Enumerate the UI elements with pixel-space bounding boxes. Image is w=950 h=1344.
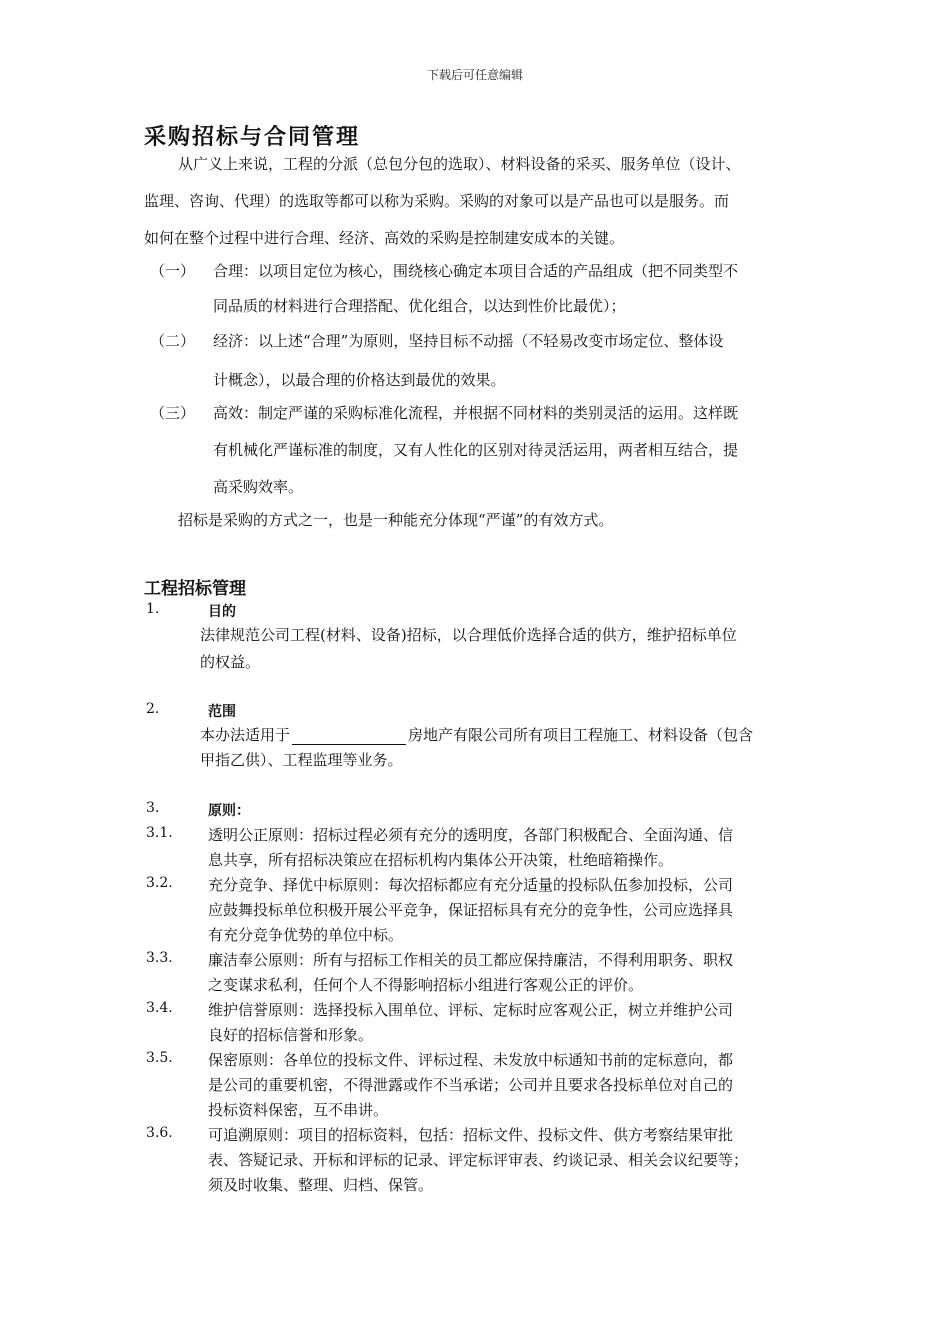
s2-line-1-start: 本办法适用于 xyxy=(200,726,291,744)
principle-2-line-2: 计概念），以最合理的价格达到最优的效果。 xyxy=(213,371,506,389)
s2-line-2: 甲指乙供）、工程监理等业务。 xyxy=(200,751,403,769)
s1-line-1: 法律规范公司工程(材料、设备)招标，以合理低价选择合适的供方，维护招标单位 xyxy=(200,626,737,644)
item-3-1-number: 3.1. xyxy=(146,825,173,841)
company-name-blank xyxy=(292,728,406,745)
intro-line-1: 从广义上来说，工程的分派（总包分包的选取）、材料设备的采买、服务单位（设计、 xyxy=(178,155,741,173)
principle-3-line-1: 高效：制定严谨的采购标准化流程，并根据不同材料的类别灵活的运用。这样既 xyxy=(213,404,739,422)
s3-heading: 原则： xyxy=(208,803,250,819)
s1-heading: 目的 xyxy=(208,604,236,620)
item-3-6-line-2: 表、答疑记录、开标和评标的记录、评定标评审表、约谈记录、相关会议纪要等； xyxy=(208,1151,749,1169)
intro-line-2: 监理、咨询、代理）的选取等都可以称为采购。采购的对象可以是产品也可以是服务。而 xyxy=(144,192,730,210)
s1-number: 1. xyxy=(146,601,160,617)
s2-number: 2. xyxy=(146,701,160,717)
item-3-3-number: 3.3. xyxy=(146,950,173,966)
s1-line-2: 的权益。 xyxy=(200,653,261,671)
item-3-6-number: 3.6. xyxy=(146,1125,173,1141)
s2-heading: 范围 xyxy=(208,704,236,720)
s2-line-1-end: 房地产有限公司所有项目工程施工、材料设备（包含 xyxy=(408,726,754,744)
tender-note: 招标是采购的方式之一，也是一种能充分体现“严谨”的有效方式。 xyxy=(178,511,614,529)
section-title: 工程招标管理 xyxy=(144,579,246,599)
item-3-2-line-3: 有充分竞争优势的单位中标。 xyxy=(208,926,404,944)
principle-3-line-3: 高采购效率。 xyxy=(213,478,304,496)
item-3-4-number: 3.4. xyxy=(146,1000,173,1016)
principle-3-line-2: 有机械化严谨标准的制度，又有人性化的区别对待灵活运用，两者相互结合，提 xyxy=(213,441,739,459)
item-3-2-number: 3.2. xyxy=(146,875,173,891)
item-3-5-number: 3.5. xyxy=(146,1050,173,1066)
item-3-5-line-2: 是公司的重要机密，不得泄露或作不当承诺；公司并且要求各投标单位对自己的 xyxy=(208,1076,734,1094)
item-3-2-line-1: 充分竞争、择优中标原则：每次招标都应有充分适量的投标队伍参加投标，公司 xyxy=(208,876,734,894)
item-3-1-line-1: 透明公正原则：招标过程必须有充分的透明度，各部门积极配合、全面沟通、信 xyxy=(208,826,734,844)
item-3-5-line-1: 保密原则：各单位的投标文件、评标过程、未发放中标通知书前的定标意向，都 xyxy=(208,1051,734,1069)
item-3-4-line-2: 良好的招标信誉和形象。 xyxy=(208,1026,374,1044)
item-3-5-line-3: 投标资料保密，互不串讲。 xyxy=(208,1101,389,1119)
principle-1-line-1: 合理：以项目定位为核心，围绕核心确定本项目合适的产品组成（把不同类型不 xyxy=(213,262,739,280)
principle-1-label: （一） xyxy=(150,262,196,280)
s2-line-1 xyxy=(200,724,753,745)
document-title: 采购招标与合同管理 xyxy=(144,125,361,150)
item-3-6-line-1: 可追溯原则：项目的招标资料，包括：招标文件、投标文件、供方考察结果审批 xyxy=(208,1126,734,1144)
item-3-4-line-1: 维护信誉原则：选择投标入围单位、评标、定标时应客观公正，树立并维护公司 xyxy=(208,1001,734,1019)
header-note: 下载后可任意编辑 xyxy=(426,68,523,82)
item-3-2-line-2: 应鼓舞投标单位积极开展公平竞争，保证招标具有充分的竞争性，公司应选择具 xyxy=(208,901,734,919)
item-3-1-line-2: 息共享，所有招标决策应在招标机构内集体公开决策，杜绝暗箱操作。 xyxy=(208,851,674,869)
intro-line-3: 如何在整个过程中进行合理、经济、高效的采购是控制建安成本的关键。 xyxy=(144,229,625,247)
item-3-3-line-1: 廉洁奉公原则：所有与招标工作相关的员工都应保持廉洁，不得利用职务、职权 xyxy=(208,951,734,969)
item-3-6-line-3: 须及时收集、整理、归档、保管。 xyxy=(208,1176,434,1194)
item-3-3-line-2: 之变谋求私利，任何个人不得影响招标小组进行客观公正的评价。 xyxy=(208,976,644,994)
principle-2-line-1: 经济：以上述“合理”为原则，坚持目标不动摇（不轻易改变市场定位、整体设 xyxy=(213,332,724,350)
principle-1-line-2: 同品质的材料进行合理搭配、优化组合，以达到性价比最优）； xyxy=(213,297,626,315)
principle-2-label: （二） xyxy=(150,332,196,350)
s3-number: 3. xyxy=(146,800,160,816)
principle-3-label: （三） xyxy=(150,404,196,422)
